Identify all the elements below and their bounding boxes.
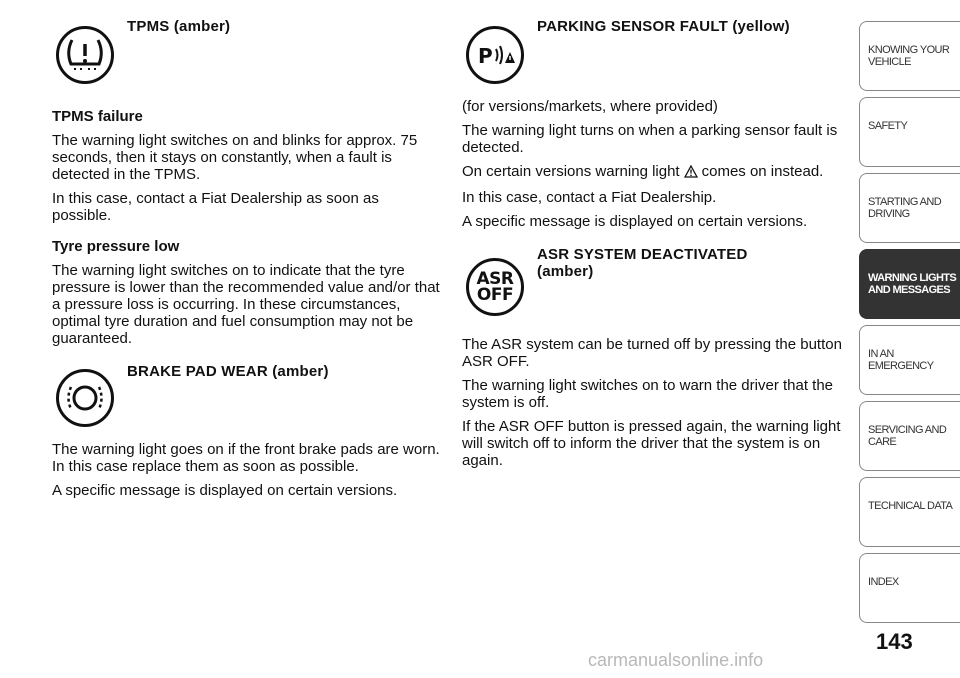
asr-paragraph-3: If the ASR OFF button is pressed again, the warning light will switch off to inform the driver that the system is on again. [462,418,841,469]
asr-title-line-2: (amber) [537,263,594,280]
parking-sensor-fault-icon [466,26,524,84]
chapter-tab-technical-data[interactable]: TECHNICAL DATA [859,477,960,547]
page-number: 143 [876,629,913,654]
tpms-failure-heading: TPMS failure [52,108,143,125]
asr-paragraph-2: The warning light switches on to warn the driver that the system is off. [462,377,834,411]
chapter-tab-index[interactable]: INDEX [859,553,960,623]
chapter-tab-starting-and-driving[interactable]: STARTING AND DRIVING [859,173,960,243]
chapter-tab-safety[interactable]: SAFETY [859,97,960,167]
parking-sensor-paragraph-5: A specific message is displayed on certain versions. [462,213,808,230]
brake-pad-title: BRAKE PAD WEAR (amber) [127,363,329,380]
brake-pad-paragraph-1: The warning light goes on if the front brake pads are worn. In this case replace them as soon as possible. [52,441,440,475]
svg-text:P: P [478,44,493,68]
asr-off-icon [466,258,524,316]
chapter-tab-warning-lights-and-messages[interactable]: WARNING LIGHTS AND MESSAGES [859,249,960,319]
asr-icon-line-2: OFF [476,285,514,305]
brake-pad-section-header [52,363,442,441]
parking-sensor-paragraph-3a: On certain versions warning light [462,163,680,180]
asr-paragraph-1: The ASR system can be turned off by pressing the button ASR OFF. [462,336,842,370]
tpms-failure-paragraph-2: In this case, contact a Fiat Dealership as soon as possible. [52,190,379,224]
brake-pad-wear-icon [56,369,114,427]
asr-title [537,246,748,280]
chapter-tabs [859,21,960,629]
parking-sensor-title: PARKING SENSOR FAULT (yellow) [537,18,790,35]
parking-sensor-section-header [462,0,842,78]
chapter-tab-knowing-your-vehicle[interactable]: KNOWING YOUR VEHICLE [859,21,960,91]
left-column [52,0,442,506]
right-column [462,0,842,476]
tpms-section-header [52,0,442,78]
asr-section-header [462,246,842,336]
tyre-pressure-low-paragraph: The warning light switches on to indicate that the tyre pressure is lower than the recommended value and/or that a pressure loss is occurring. In these circumstances, optimal tyre duration and fuel consumption may not be guaranteed. [52,262,440,347]
parking-sensor-paragraph-3b: comes on instead. [701,163,824,180]
asr-icon-line-1: ASR [476,269,514,289]
warning-triangle-icon [684,165,698,182]
tyre-pressure-low-heading: Tyre pressure low [52,238,180,255]
chapter-tab-in-an-emergency[interactable]: IN AN EMERGENCY [859,325,960,395]
parking-sensor-paragraph-3 [462,163,842,182]
footer-watermark: carmanualsonline.info [588,650,764,670]
tpms-failure-paragraph-1: The warning light switches on and blinks for approx. 75 seconds, then it stays on constantly, when a fault is detected in the TPMS. [52,132,418,183]
parking-sensor-paragraph-1: (for versions/markets, where provided) [462,98,718,115]
tpms-title: TPMS (amber) [127,18,231,35]
chapter-tab-servicing-and-care[interactable]: SERVICING AND CARE [859,401,960,471]
brake-pad-paragraph-2: A specific message is displayed on certain versions. [52,482,398,499]
asr-title-line-1: ASR SYSTEM DEACTIVATED [537,246,748,263]
parking-sensor-paragraph-4: In this case, contact a Fiat Dealership. [462,189,717,206]
parking-sensor-paragraph-2: The warning light turns on when a parking sensor fault is detected. [462,122,838,156]
tpms-warning-icon [56,26,114,84]
